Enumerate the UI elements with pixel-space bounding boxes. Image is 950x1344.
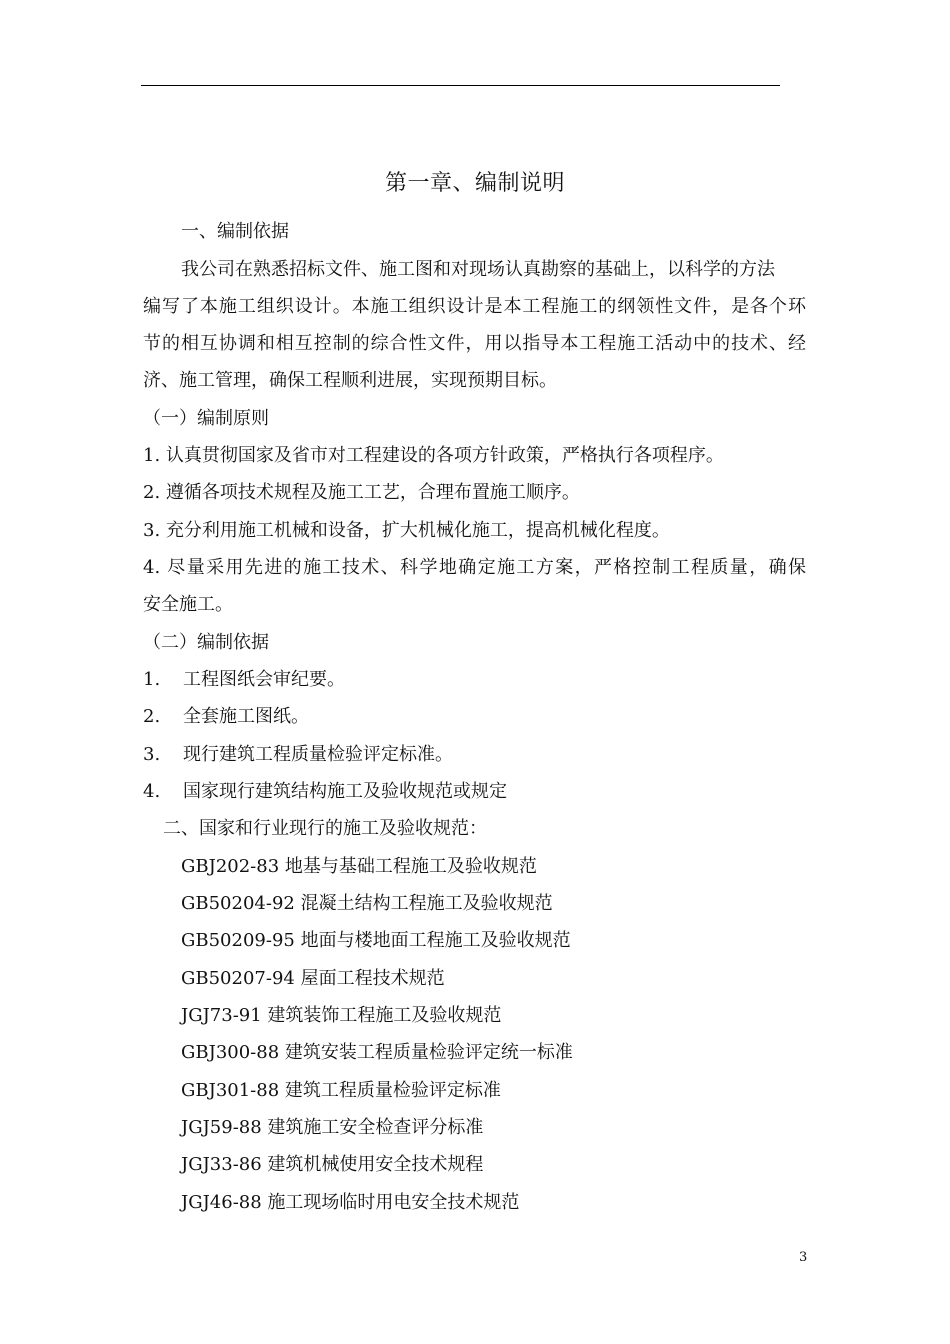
standard-item: GBJ202-83 地基与基础工程施工及验收规范 [181,856,537,877]
standard-item: JGJ59-88 建筑施工安全检查评分标准 [181,1117,484,1138]
principle-item-2: 2. 遵循各项技术规程及施工工艺，合理布置施工顺序。 [143,482,580,503]
principle-item-4-line2: 安全施工。 [143,594,233,615]
standard-item: GBJ301-88 建筑工程质量检验评定标准 [181,1080,501,1101]
basis-item-text: 现行建筑工程质量检验评定标准。 [183,744,453,765]
basis-heading: （二）编制依据 [143,632,269,653]
paragraph-line-3: 节的相互协调和相互控制的综合性文件，用以指导本工程施工活动中的技术、经 [143,333,806,354]
principle-item-1: 1. 认真贯彻国家及省市对工程建设的各项方针政策，严格执行各项程序。 [143,445,724,466]
basis-item-2 [143,705,309,729]
page-number: 3 [799,1250,808,1265]
paragraph-line-4: 济、施工管理，确保工程顺利进展，实现预期目标。 [143,370,557,391]
chapter-title: 第一章、编制说明 [384,171,565,196]
basis-item-1 [143,668,345,692]
basis-item-number: 1. [143,669,161,690]
paragraph-line-2: 编写了本施工组织设计。本施工组织设计是本工程施工的纲领性文件，是各个环 [143,296,806,317]
basis-item-text: 国家现行建筑结构施工及验收规范或规定 [183,781,507,802]
standard-item: JGJ46-88 施工现场临时用电安全技术规范 [181,1192,520,1213]
standard-item: GBJ300-88 建筑安装工程质量检验评定统一标准 [181,1042,573,1063]
paragraph-line-1: 我公司在熟悉招标文件、施工图和对现场认真勘察的基础上，以科学的方法 [181,259,775,280]
basis-item-number: 3. [143,744,161,765]
basis-item-text: 工程图纸会审纪要。 [183,669,345,690]
basis-item-number: 2. [143,706,161,727]
header-rule [141,85,780,86]
standard-item: GB50204-92 混凝土结构工程施工及验收规范 [181,893,553,914]
standard-item: GB50207-94 屋面工程技术规范 [181,968,445,989]
basis-item-text: 全套施工图纸。 [183,706,309,727]
principle-item-3: 3. 充分利用施工机械和设备，扩大机械化施工，提高机械化程度。 [143,520,670,541]
principle-item-4-line1: 4. 尽量采用先进的施工技术、科学地确定施工方案，严格控制工程质量，确保 [143,557,806,578]
basis-item-3 [143,743,453,767]
basis-item-number: 4. [143,781,161,802]
section2-heading: 二、国家和行业现行的施工及验收规范： [163,818,487,839]
basis-item-4 [143,780,507,804]
standard-item: JGJ33-86 建筑机械使用安全技术规程 [181,1154,484,1175]
standard-item: JGJ73-91 建筑装饰工程施工及验收规范 [181,1005,502,1026]
section1-heading: 一、编制依据 [181,221,289,242]
principles-heading: （一）编制原则 [143,408,269,429]
standard-item: GB50209-95 地面与楼地面工程施工及验收规范 [181,930,571,951]
